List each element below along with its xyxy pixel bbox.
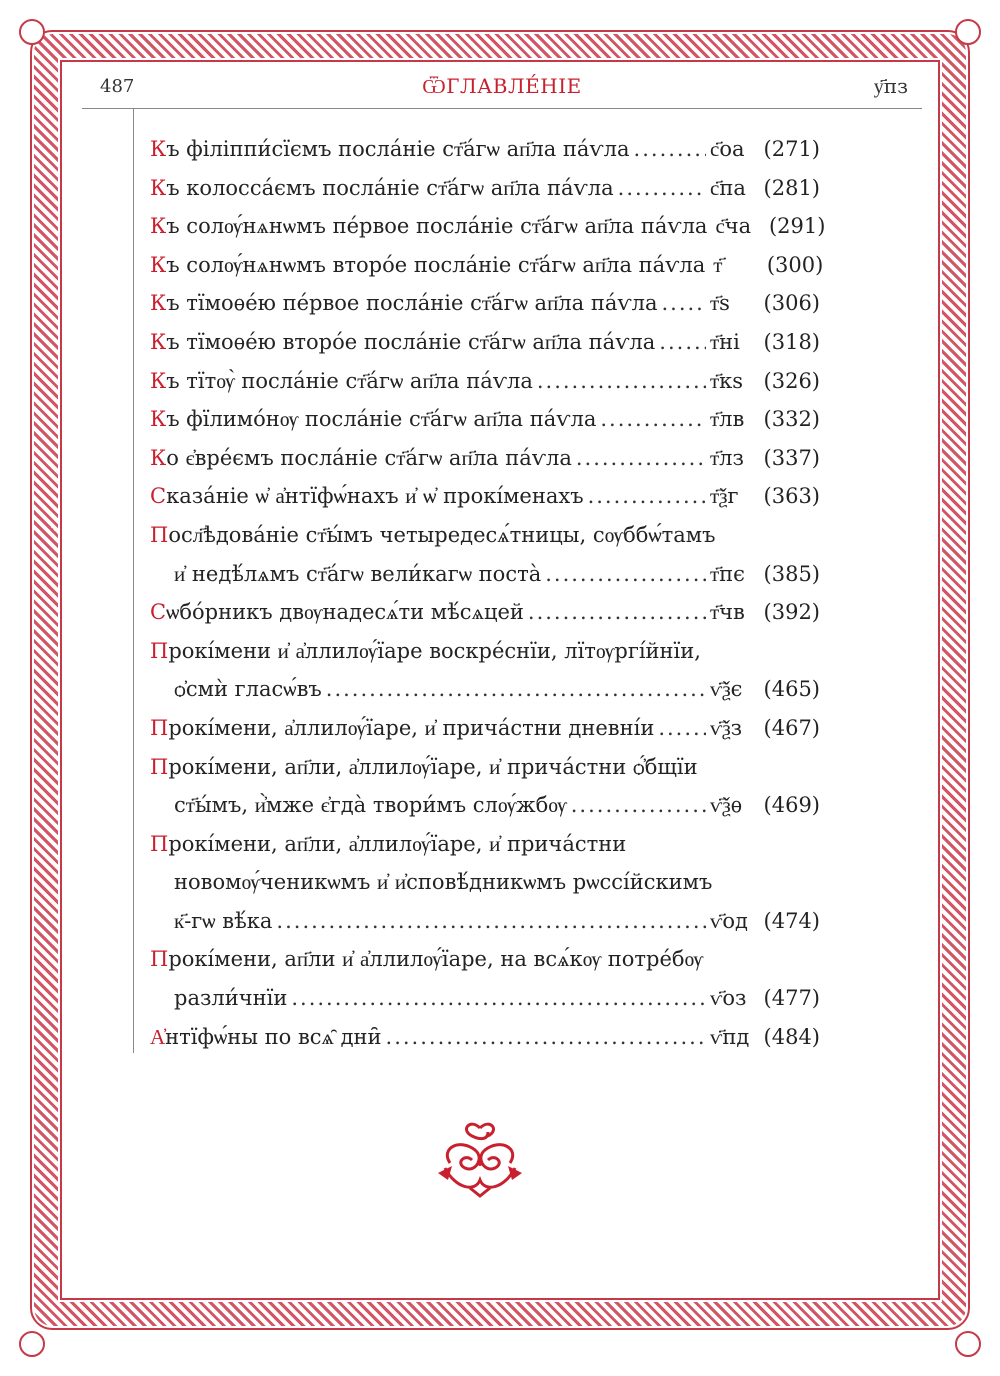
corner-ornament: [19, 1331, 45, 1357]
slavonic-page: т҃ѕ: [710, 291, 730, 316]
entry-title: осл҃ѣдова́ніе ст҃ы́мъ четыредесѧ́тницы, сѹббѡ́тамъ: [168, 522, 716, 547]
entry-title-continued: к҃-гѡ вѣ́ка: [174, 908, 273, 933]
page-ref: (291): [768, 214, 826, 239]
toc-entry[interactable]: [150, 748, 820, 825]
slavonic-page: ѵ҃ѯз: [710, 715, 743, 740]
toc-entry[interactable]: [150, 477, 820, 516]
dot-leader: [600, 400, 706, 439]
dot-leader: [545, 555, 706, 594]
entry-title: ѡбо́рникъ двѹнадесѧ́ти мѣ́сѧцей: [166, 600, 524, 625]
toc-entry[interactable]: [150, 439, 820, 478]
slavonic-page: с҃ча: [715, 214, 752, 239]
toc-entry[interactable]: [150, 593, 820, 632]
red-initial: К: [150, 445, 167, 470]
page-ref: (332): [763, 407, 820, 432]
slavonic-page: с҃па: [710, 175, 746, 200]
toc-entry[interactable]: [150, 323, 820, 362]
slavonic-page-number: у҃пз: [873, 74, 908, 98]
page-ref: (467): [763, 715, 820, 740]
entry-title-continued: и҆ недѣ́лѧмъ ст҃а́гѡ вели́кагѡ поста̀: [174, 561, 542, 586]
toc-entry[interactable]: [150, 400, 820, 439]
entry-title-continued: новомѹ́ченикѡмъ и҆ и҆сповѣ́дникѡмъ рѡссі́йскимъ: [174, 870, 713, 895]
entry-title: ъ фїлимо́нѹ посла́ніе ст҃а́гѡ ап҃ла па́ѵла: [166, 407, 597, 432]
entry-title: ҆нтїфѡ́ны по всѧ̑ дни̑: [165, 1024, 382, 1049]
entry-title: ъ солѹ́нѧнѡмъ второ́е посла́ніе ст҃а́гѡ ап҃ла па́ѵла: [166, 252, 706, 277]
dot-leader: [386, 1018, 706, 1057]
page-ref: (385): [763, 561, 820, 586]
corner-ornament: [955, 1331, 981, 1357]
dot-leader: [659, 323, 706, 362]
corner-ornament: [19, 19, 45, 45]
page-ref: (281): [763, 175, 820, 200]
entry-title: рокі́мени, ап҃ли, а҆ллилѹ́їаре, и҆ прича́стни ѻ҆́бщїи: [168, 754, 698, 779]
toc-entry[interactable]: [150, 516, 820, 593]
page-ref: (363): [763, 484, 820, 509]
slavonic-page: т҃пє: [710, 561, 745, 586]
page-ref: (271): [763, 137, 820, 161]
dot-leader: [571, 786, 706, 825]
red-initial: П: [150, 831, 169, 856]
toc-entry[interactable]: [150, 362, 820, 401]
margin-rule: [133, 108, 134, 1053]
red-initial: К: [150, 252, 167, 277]
dot-leader: [326, 670, 706, 709]
page-number: 487: [100, 76, 135, 97]
corner-ornament: [955, 19, 981, 45]
dot-leader: [658, 709, 706, 748]
toc-entry[interactable]: [150, 940, 820, 1017]
red-initial: П: [150, 638, 169, 663]
entry-title: рокі́мени, ап҃ли, а҆ллилѹ́їаре, и҆ прича́стни: [168, 831, 627, 856]
page-ref: (474): [763, 908, 820, 933]
slavonic-page: т҃лз: [710, 445, 744, 470]
page-ref: (465): [763, 677, 820, 702]
page-ref: (318): [763, 329, 820, 354]
toc-entry[interactable]: [150, 207, 826, 246]
toc-entry[interactable]: [150, 169, 820, 208]
page-ref: (326): [763, 368, 820, 393]
dot-leader: [291, 979, 706, 1018]
toc-entry[interactable]: [150, 632, 820, 709]
red-initial: П: [150, 754, 169, 779]
page-ref: (306): [763, 291, 820, 316]
dot-leader: [276, 902, 706, 941]
dot-leader: [618, 169, 706, 208]
entry-title: ъ філіппи́сїємъ посла́ніе ст҃а́гѡ ап҃ла па́ѵла: [166, 137, 630, 161]
slavonic-page: т҃лв: [710, 407, 745, 432]
dot-leader: [634, 130, 706, 169]
entry-title-continued: ѻ҆смѝ гласѡ́въ: [174, 677, 322, 702]
slavonic-page: т҃ні: [710, 329, 740, 354]
slavonic-page: т҃ѯг: [710, 484, 739, 509]
slavonic-page: т҃кѕ: [710, 368, 744, 393]
toc-entry[interactable]: [150, 825, 820, 941]
red-initial: П: [150, 947, 169, 972]
page-ref: (484): [763, 1024, 820, 1049]
dot-leader: [661, 284, 706, 323]
tailpiece-ornament-icon: [430, 1118, 530, 1198]
red-initial: А: [150, 1024, 166, 1049]
red-initial: С: [150, 484, 167, 509]
dot-leader: [588, 477, 706, 516]
red-initial: К: [150, 175, 167, 200]
entry-title: рокі́мени и҆ а҆ллилѹ́їаре воскре́снїи, лїтѹргі́йнїи,: [168, 638, 701, 663]
red-initial: К: [150, 291, 167, 316]
slavonic-page: ѵ҃ѯѳ: [710, 793, 743, 818]
red-initial: С: [150, 600, 167, 625]
slavonic-page: ѵ҃оз: [710, 986, 747, 1011]
dot-leader: [576, 439, 706, 478]
toc-entry[interactable]: [150, 246, 824, 285]
red-initial: П: [150, 522, 169, 547]
page-ref: (337): [763, 445, 820, 470]
slavonic-page: ѵ҃од: [710, 908, 748, 933]
entry-title: ъ колосса́ємъ посла́ніе ст҃а́гѡ ап҃ла па́ѵла: [166, 175, 614, 200]
slavonic-page: с҃оа: [710, 137, 745, 161]
dot-leader: [537, 362, 706, 401]
red-initial: К: [150, 214, 167, 239]
slavonic-page: т҃: [713, 252, 723, 277]
page-ref: (300): [766, 252, 824, 277]
slavonic-page: ѵ҃пд: [710, 1024, 750, 1049]
red-initial: К: [150, 329, 167, 354]
page-ref: (477): [763, 986, 820, 1011]
running-header: [82, 72, 922, 109]
entry-title: ъ тїмоѳе́ю пе́рвое посла́ніе ст҃а́гѡ ап҃ла па́ѵла: [166, 291, 658, 316]
entry-title: ъ солѹ́нѧнѡмъ пе́рвое посла́ніе ст҃а́гѡ ап҃ла па́ѵла: [166, 214, 708, 239]
red-initial: К: [150, 407, 167, 432]
entry-title: о є҆вре́ємъ посла́ніе ст҃а́гѡ ап҃ла па́ѵла: [166, 445, 572, 470]
toc-entry[interactable]: [150, 709, 820, 748]
slavonic-page: т҃чв: [710, 600, 745, 625]
red-initial: П: [150, 715, 169, 740]
toc-entry[interactable]: [150, 130, 820, 169]
toc-entry[interactable]: [150, 1018, 820, 1057]
entry-title-continued: разли́чнїи: [174, 986, 288, 1011]
slavonic-page: ѵ҃ѯє: [710, 677, 743, 702]
table-of-contents: [150, 130, 826, 1056]
red-initial: К: [150, 137, 167, 161]
entry-title: ъ тїмоѳе́ю второ́е посла́ніе ст҃а́гѡ ап҃ла па́ѵла: [166, 329, 656, 354]
entry-title: каза́ніе ѡ҆ а҆нтїфѡ́нахъ и҆ ѡ҆ прокі́менахъ: [166, 484, 584, 509]
red-initial: К: [150, 368, 167, 393]
page-ref: (392): [763, 600, 820, 625]
running-title: ѾГЛАВЛЕ́НІЕ: [422, 74, 582, 98]
toc-entry[interactable]: [150, 284, 820, 323]
page-ref: (469): [763, 793, 820, 818]
dot-leader: [528, 593, 706, 632]
entry-title: рокі́мени, а҆ллилѹ́їаре, и҆ прича́стни дневні́и: [168, 715, 655, 740]
entry-title: ъ тїтѹ̀ посла́ніе ст҃а́гѡ ап҃ла па́ѵла: [166, 368, 533, 393]
entry-title: рокі́мени, ап҃ли и҆ а҆ллилѹ́їаре, на всѧ́кѹ потре́бѹ: [168, 947, 704, 972]
entry-title-continued: ст҃ы́мъ, и҆̀мже є҆гда̀ твори́мъ слѹ́жбѹ: [174, 793, 567, 818]
